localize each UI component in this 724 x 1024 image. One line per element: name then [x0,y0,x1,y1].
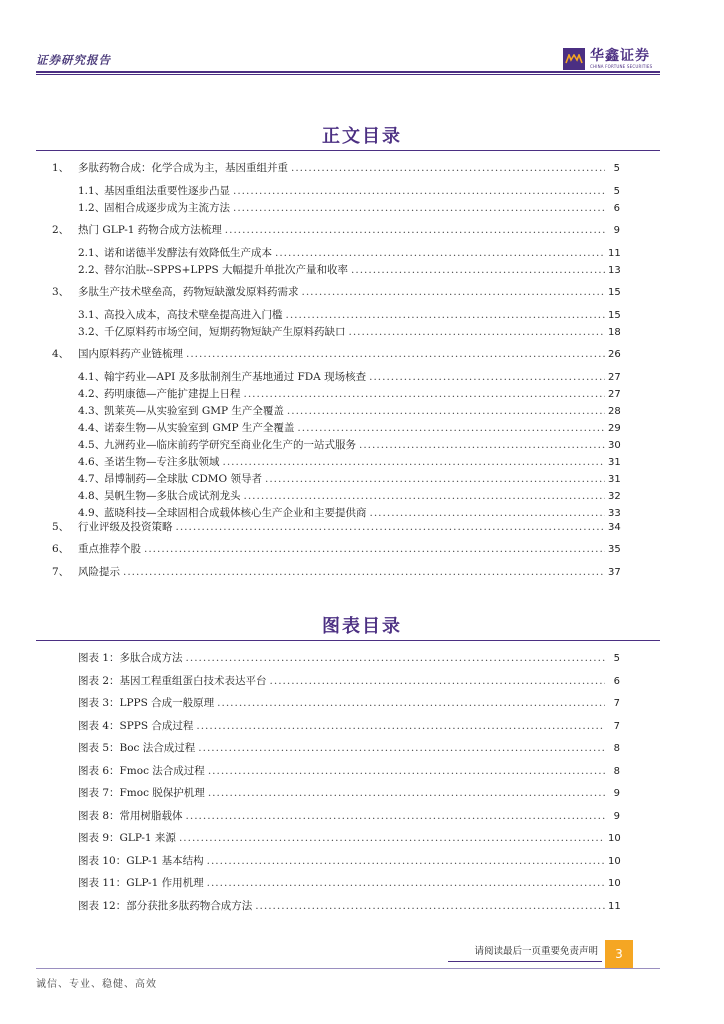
toc-entry-page: 31 [608,474,621,485]
dot-leader [275,245,605,261]
toc-entry-title: 国内原料药产业链梳理 [78,348,183,360]
dot-leader [302,284,606,300]
dot-leader [255,898,605,914]
toc-entry-title: 热门 GLP-1 药物合成方法梳理 [78,224,222,236]
toc-entry-page: 35 [608,544,621,555]
toc-entry-page: 33 [608,508,621,519]
toc-entry-title: 图表 1：多肽合成方法 [78,652,183,664]
toc-entry-title: 圣诺生物—专注多肽领域 [104,456,220,468]
toc-entry-page: 10 [608,855,621,867]
toc-entry-number: 2.1、 [78,247,106,259]
toc-entry-page: 13 [608,265,621,276]
dot-leader [208,763,605,779]
toc-entry-number: 1.2、 [78,202,106,214]
toc-entry[interactable] [52,519,620,535]
toc-entry-number: 4.3、 [78,405,106,417]
toc-entry-title: 风险提示 [78,566,120,578]
dot-leader [225,222,605,238]
toc-entry-page: 6 [613,203,620,214]
toc-entry[interactable] [78,262,620,278]
toc-entry-title: 多肽药物合成：化学合成为主，基因重组并重 [78,162,288,174]
company-logo [563,47,652,71]
toc-entry-title: 诺泰生物—从实验室到 GMP 生产全覆盖 [104,422,295,434]
dot-leader [349,324,606,340]
dot-leader [196,718,605,734]
figure-entry[interactable] [78,695,620,711]
toc-entry-title: 图表 8：常用树脂载体 [78,809,183,822]
toc-entry-number: 4.4、 [78,422,106,434]
toc-entry-title: 图表 3：LPPS 合成一般原理 [78,697,215,709]
figure-entry[interactable] [78,740,620,756]
toc-entry-page: 11 [608,248,621,259]
toc-entry[interactable] [78,437,620,453]
toc-entry-title: 固相合成逐步成为主流方法 [104,202,230,214]
toc-entry[interactable] [52,222,620,238]
toc-entry-title: 图表 7：Fmoc 脱保护机理 [78,787,205,799]
toc-entry-page: 8 [613,765,620,777]
figure-entry[interactable] [78,785,620,801]
dot-leader [351,262,605,278]
toc-entry-number: 5、 [52,521,70,533]
toc-entry-page: 11 [608,900,621,912]
toc-entry-number: 2.2、 [78,264,106,276]
dot-leader [244,488,606,504]
toc-entry-title: 图表 6：Fmoc 法合成过程 [78,764,205,777]
toc-entry-number: 4.7、 [78,473,106,485]
dot-leader [233,200,605,216]
toc-entry-title: 图表 9：GLP-1 来源 [78,832,176,844]
toc-entry-number: 4.9、 [78,507,106,519]
toc-entry-page: 5 [613,653,620,664]
dot-leader [223,454,606,470]
dot-leader [207,875,605,891]
logo-english-name: CHINA FORTUNE SECURITIES [590,63,653,69]
figure-entry[interactable] [78,650,620,666]
toc-entry-page: 8 [613,743,620,754]
dot-leader [369,369,605,385]
dot-leader [208,785,605,801]
figure-entry[interactable] [78,763,620,779]
toc-entry-title: 图表 10：GLP-1 基本结构 [78,854,204,867]
toc-entry-title: 昊帆生物—多肽合成试剂龙头 [104,490,241,502]
toc-entry-title: 昂博制药—全球肽 CDMO 领导者 [104,473,262,485]
toc-entry-title: 多肽生产技术壁垒高，药物短缺激发原料药需求 [78,286,299,298]
figures-title: 图表目录 [322,616,402,637]
toc-entry-title: 图表 5：Boc 法合成过程 [78,742,196,754]
toc-entry-number: 1.1、 [78,185,106,197]
dot-leader [233,183,605,199]
header-divider [36,71,660,73]
toc-entry[interactable] [52,564,620,580]
toc-entry-number: 4.6、 [78,456,106,468]
toc-entry-page: 7 [613,698,620,709]
toc-entry-number: 4、 [52,348,70,360]
toc-entry[interactable] [78,245,620,261]
toc-entry-title: 千亿原料药市场空间，短期药物短缺产生原料药缺口 [104,326,346,338]
toc-entry-title: 图表 4：SPPS 合成过程 [78,719,194,732]
toc-entry-number: 4.1、 [78,371,106,383]
toc-entry-title: 图表 2：基因工程重组蛋白技术表达平台 [78,674,267,687]
toc-entry-title: 图表 11：GLP-1 作用机理 [78,877,204,889]
figure-entry[interactable] [78,898,620,914]
toc-entry-page: 29 [608,423,621,434]
dot-leader [186,650,605,666]
toc-entry[interactable] [78,183,620,199]
figures-title-underline [36,640,660,641]
toc-entry-page: 9 [613,788,620,799]
toc-entry-title: 重点推荐个股 [78,543,141,555]
toc-entry-title: 图表 12：部分获批多肽药物合成方法 [78,899,253,912]
dot-leader [265,471,605,487]
toc-entry-page: 26 [608,349,621,360]
toc-entry-page: 9 [613,810,620,822]
toc-entry-title: 凯莱英—从实验室到 GMP 生产全覆盖 [104,405,284,417]
toc-entry[interactable] [78,386,620,402]
toc-entry-page: 10 [608,878,621,889]
toc-entry[interactable] [78,403,620,419]
company-motto: 诚信、专业、稳健、高效 [36,979,157,990]
toc-entry[interactable] [78,324,620,340]
toc-entry[interactable] [52,541,620,557]
dot-leader [198,740,605,756]
figure-entry[interactable] [78,718,620,734]
toc-entry-page: 34 [608,522,621,533]
toc-entry-title: 九洲药业—临床前药学研究至商业化生产的一站式服务 [104,439,356,451]
dot-leader [186,808,605,824]
dot-leader [186,346,605,362]
dot-leader [144,541,605,557]
footer-divider [36,968,660,969]
toc-entry-title: 基因重组法重要性逐步凸显 [104,185,230,197]
toc-entry-page: 37 [608,567,621,578]
dot-leader [286,307,606,323]
dot-leader [123,564,605,580]
figure-entry[interactable] [78,808,620,824]
toc-entry-page: 7 [613,720,620,732]
toc-entry-number: 4.8、 [78,490,106,502]
header-divider-thin [36,74,660,75]
toc-entry[interactable] [52,160,620,176]
figure-entry[interactable] [78,673,620,689]
toc-entry[interactable] [78,471,620,487]
disclaimer-note: 请阅读最后一页重要免责声明 [448,943,602,962]
toc-entry-number: 6、 [52,543,70,555]
toc-entry[interactable] [52,346,620,362]
toc-entry-number: 4.5、 [78,439,106,451]
dot-leader [287,403,605,419]
toc-entry-page: 32 [608,491,621,502]
toc-title: 正文目录 [322,126,402,147]
toc-entry[interactable] [78,307,620,323]
toc-entry-page: 28 [608,406,621,417]
dot-leader [244,386,606,402]
toc-entry-page: 9 [613,225,620,236]
toc-entry-page: 5 [613,186,620,197]
toc-entry-number: 4.2、 [78,388,106,400]
dot-leader [179,830,605,846]
toc-entry-title: 蓝晓科技—全球固相合成载体核心生产企业和主要提供商 [104,507,367,519]
logo-mark-icon [563,48,585,70]
logo-chinese-name: 华鑫证券 [590,47,650,64]
toc-entry-page: 15 [608,287,621,298]
toc-entry-page: 31 [608,457,621,468]
toc-entry[interactable] [78,454,620,470]
toc-entry-page: 27 [608,389,621,400]
dot-leader [207,853,605,869]
figure-entry[interactable] [78,853,620,869]
toc-entry-page: 18 [608,327,621,338]
toc-entry-title: 诺和诺德半发酵法有效降低生产成本 [104,247,272,259]
dot-leader [291,160,605,176]
report-type-label: 证券研究报告 [36,53,111,67]
dot-leader [217,695,605,711]
toc-entry[interactable] [52,284,620,300]
toc-entry-title: 药明康德—产能扩建提上日程 [104,388,241,400]
toc-entry-title: 翰宇药业—API 及多肽制剂生产基地通过 FDA 现场核查 [104,371,367,383]
figure-entry[interactable] [78,830,620,846]
toc-entry-page: 10 [608,833,621,844]
dot-leader [297,420,605,436]
toc-entry-number: 3.2、 [78,326,106,338]
toc-entry[interactable] [78,488,620,504]
toc-entry-number: 7、 [52,566,70,578]
toc-entry[interactable] [78,200,620,216]
toc-entry-title: 行业评级及投资策略 [78,521,173,533]
toc-entry-page: 5 [613,163,620,174]
toc-entry-number: 2、 [52,224,70,236]
toc-entry-page: 27 [608,372,621,383]
figure-entry[interactable] [78,875,620,891]
toc-entry-title: 替尔泊肽--SPPS+LPPS 大幅提升单批次产量和收率 [104,264,349,276]
toc-entry[interactable] [78,420,620,436]
toc-entry-page: 30 [608,440,621,451]
dot-leader [270,673,605,689]
toc-entry-title: 高投入成本，高技术壁垒提高进入门槛 [104,309,283,321]
toc-entry-number: 1、 [52,162,70,174]
toc-entry-number: 3、 [52,286,70,298]
dot-leader [359,437,605,453]
toc-entry-page: 15 [608,310,621,321]
toc-entry-number: 3.1、 [78,309,106,321]
toc-entry-page: 6 [613,675,620,687]
page-number-badge: 3 [605,940,633,968]
dot-leader [176,519,606,535]
toc-entry[interactable] [78,369,620,385]
toc-title-underline [36,150,660,151]
